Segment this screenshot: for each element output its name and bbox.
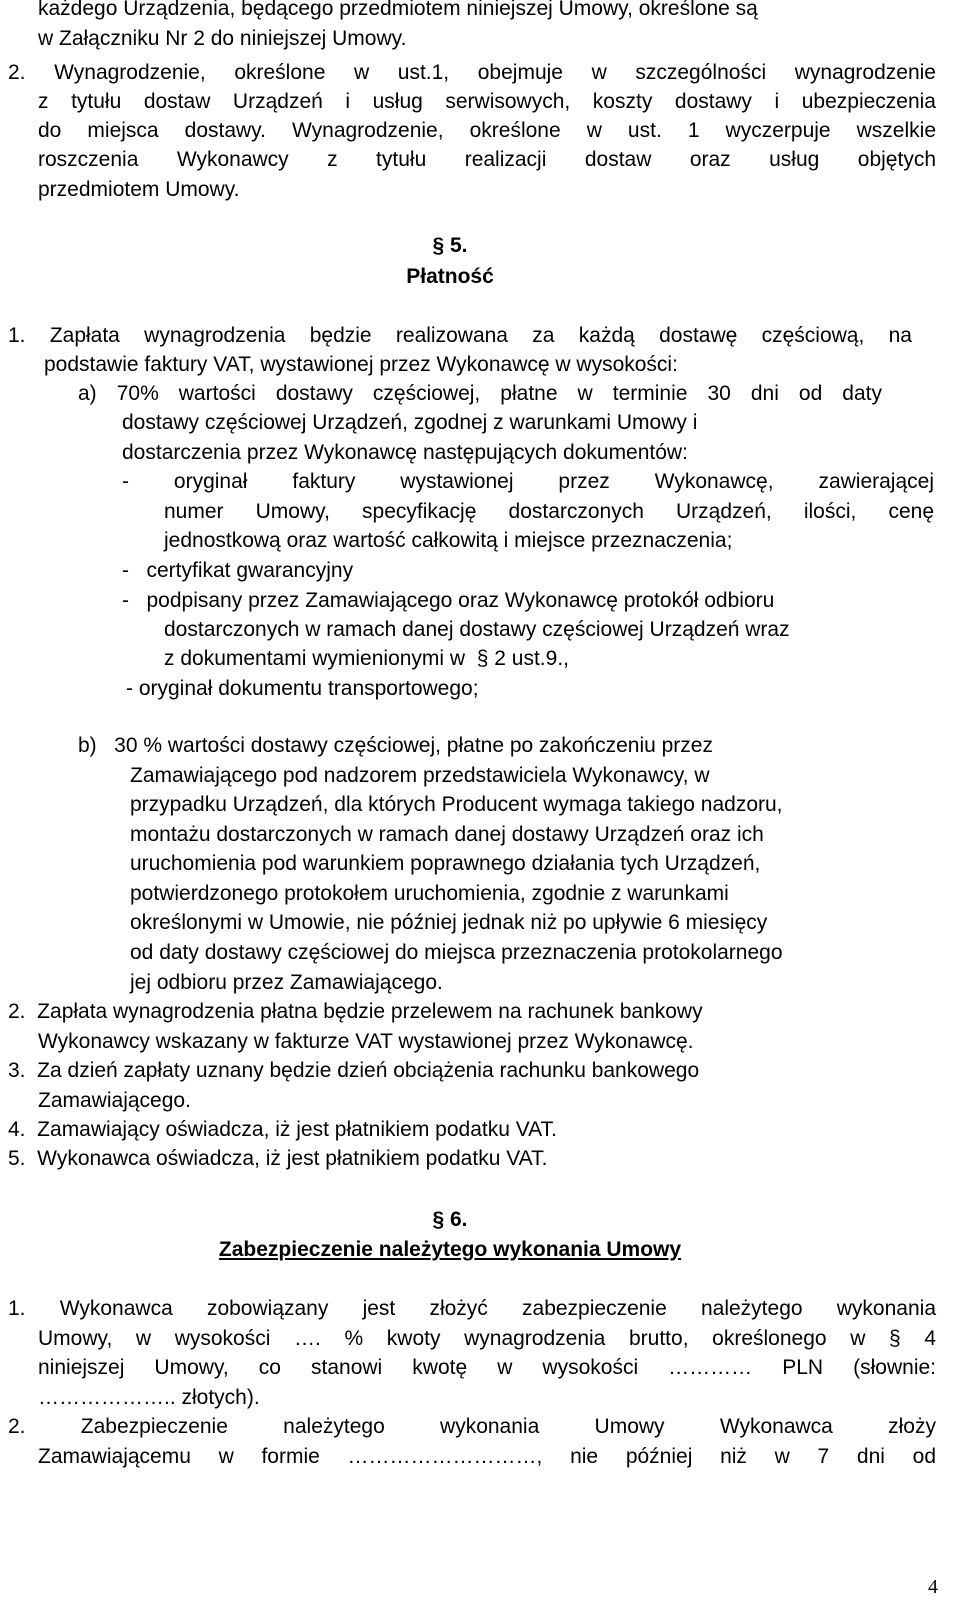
text-line: niniejszej Umowy, co stanowi kwotę w wysokości ………… PLN (słownie: — [38, 1356, 936, 1379]
text-line: Zamawiającemu w formie ………………………, nie później niż w 7 dni od — [38, 1445, 936, 1468]
text-line: 5. Wykonawca oświadcza, iż jest płatnikiem podatku VAT. — [8, 1147, 548, 1170]
text-line: jednostkową oraz wartość całkowitą i miejsce przeznaczenia; — [164, 529, 733, 552]
text-line: do miejsca dostawy. Wynagrodzenie, określone w ust. 1 wyczerpuje wszelkie — [38, 119, 936, 142]
text-line: 1. Wykonawca zobowiązany jest złożyć zabezpieczenie należytego wykonania — [8, 1297, 936, 1320]
text-line: w Załączniku Nr 2 do niniejszej Umowy. — [38, 27, 407, 50]
text-line: Zamawiającego pod nadzorem przedstawiciela Wykonawcy, w — [130, 764, 710, 787]
section-number: § 5. — [432, 234, 468, 257]
text-line: przedmiotem Umowy. — [38, 178, 240, 201]
text-line: Zamawiającego. — [38, 1089, 191, 1112]
text-line: od daty dostawy częściowej do miejsca przeznaczenia protokolarnego — [130, 941, 783, 964]
text-line: - certyfikat gwarancyjny — [122, 559, 354, 582]
text-line: - oryginał faktury wystawionej przez Wykonawcę, zawierającej — [122, 470, 934, 493]
text-line: z dokumentami wymienionymi w § 2 ust.9., — [164, 647, 569, 670]
text-line: z tytułu dostaw Urządzeń i usług serwisowych, koszty dostawy i ubezpieczenia — [38, 90, 936, 113]
text-line: każdego Urządzenia, będącego przedmiotem niniejszej Umowy, określone są — [38, 0, 758, 20]
text-line: montażu dostarczonych w ramach danej dostawy Urządzeń oraz ich — [130, 823, 764, 846]
text-line: określonymi w Umowie, nie później jednak niż po upływie 6 miesięcy — [130, 911, 768, 934]
text-line: 2. Wynagrodzenie, określone w ust.1, obejmuje w szczególności wynagrodzenie — [8, 61, 936, 84]
text-line: Wykonawcy wskazany w fakturze VAT wystawionej przez Wykonawcę. — [38, 1030, 694, 1053]
text-line: ……………….. złotych). — [38, 1386, 260, 1409]
text-line: potwierdzonego protokołem uruchomienia, zgodnie z warunkami — [130, 882, 729, 905]
text-line: jej odbioru przez Zamawiającego. — [130, 971, 443, 994]
page-number: 4 — [928, 1576, 938, 1598]
section-number: § 6. — [432, 1208, 468, 1231]
text-line: b) 30 % wartości dostawy częściowej, płatne po zakończeniu przez — [78, 734, 713, 757]
section-title: Płatność — [406, 265, 494, 288]
text-line: uruchomienia pod warunkiem poprawnego działania tych Urządzeń, — [130, 852, 761, 875]
text-line: - podpisany przez Zamawiającego oraz Wykonawcę protokół odbioru — [122, 589, 775, 612]
section-title: Zabezpieczenie należytego wykonania Umowy — [218, 1238, 682, 1261]
text-line: roszczenia Wykonawcy z tytułu realizacji dostaw oraz usług objętych — [38, 148, 936, 171]
text-line: przypadku Urządzeń, dla których Producent wymaga takiego nadzoru, — [130, 793, 783, 816]
text-line: - oryginał dokumentu transportowego; — [126, 677, 479, 700]
text-line: Umowy, w wysokości …. % kwoty wynagrodzenia brutto, określonego w § 4 — [38, 1327, 936, 1350]
text-line: 2. Zabezpieczenie należytego wykonania Umowy Wykonawca złoży — [8, 1415, 936, 1438]
text-line: numer Umowy, specyfikację dostarczonych Urządzeń, ilości, cenę — [164, 500, 934, 523]
text-line: 3. Za dzień zapłaty uznany będzie dzień obciążenia rachunku bankowego — [8, 1059, 700, 1082]
text-line: dostarczenia przez Wykonawcę następujących dokumentów: — [122, 441, 688, 464]
text-line: 2. Zapłata wynagrodzenia płatna będzie przelewem na rachunek bankowy — [8, 1000, 703, 1023]
text-line: 1. Zapłata wynagrodzenia będzie realizowana za każdą dostawę częściową, na — [8, 324, 912, 347]
text-line: podstawie faktury VAT, wystawionej przez Wykonawcę w wysokości: — [44, 353, 678, 376]
text-line: dostawy częściowej Urządzeń, zgodnej z warunkami Umowy i — [122, 411, 698, 434]
text-line: dostarczonych w ramach danej dostawy częściowej Urządzeń wraz — [164, 618, 790, 641]
text-line: a) 70% wartości dostawy częściowej, płatne w terminie 30 dni od daty — [78, 382, 882, 405]
text-line: 4. Zamawiający oświadcza, iż jest płatnikiem podatku VAT. — [8, 1118, 557, 1141]
